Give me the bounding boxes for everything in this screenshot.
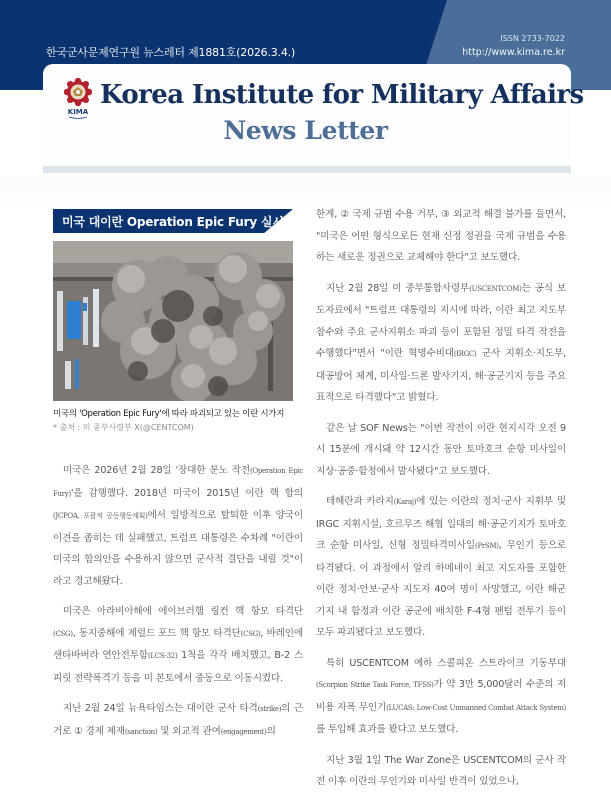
article-paragraph xyxy=(316,491,566,644)
paragraph-text: 는 공식 보도자료에서 "트럼프 대통령의 지시에 따라, 이란 최고 지도부 참수와 주요 군사지휘소 파괴 등이 포함된 정밀 타격 작전을 수행했다"면서 "이란 혁명수비대 xyxy=(316,282,566,359)
paragraph-annotation: (Operation Epic Fury) xyxy=(53,467,303,498)
kima-logo-icon xyxy=(64,78,92,120)
paragraph-text: 지난 2월 28일 미 중부통합사령부 xyxy=(326,282,470,294)
article-paragraph xyxy=(316,750,566,793)
paragraph-annotation: (PrSM) xyxy=(475,542,499,550)
paragraph-annotation: (IRGC) xyxy=(453,350,477,358)
paragraph-text: 의 근거로 ① 경제 제재 xyxy=(53,703,303,737)
paragraph-annotation: (sanction) xyxy=(124,727,158,736)
site-url-link[interactable]: http://www.kima.re.kr xyxy=(462,47,565,58)
paragraph-annotation: (Scorpion Strike Task Force, TFSS) xyxy=(316,681,434,689)
article-paragraph xyxy=(316,418,566,483)
masthead-title: Korea Institute for Military Affairs xyxy=(100,80,584,110)
paragraph-text: 가 약 3만 5,000달러 수준의 저비용 자폭 무인기 xyxy=(316,679,566,713)
paragraph-text: , 무인기 등으로 타격됐다. 이 과정에서 알리 하메네이 최고 지도자를 포함한 이란 정치·안보·군사 지도자 40여 명이 사망했고, 이란 해군기지 내 함정과 이란 공군에 배치한 F-4형 팬텀 전투기 등이 모두 파괴됐다고 보도했다. xyxy=(316,540,567,638)
paragraph-text: 미국은 아라비아해에 에이브러햄 링컨 핵 항모 타격단 xyxy=(63,606,303,617)
paragraph-annotation: (LUCAS: Low-Cost Unmanned Combat Attack System) xyxy=(386,703,566,712)
issn: ISSN 2733-7022 xyxy=(500,34,565,43)
paragraph-text: 의 xyxy=(266,725,276,737)
article-right-column xyxy=(316,204,566,800)
paragraph-annotation: (strike) xyxy=(257,705,282,713)
article-paragraph xyxy=(53,460,303,592)
paragraph-annotation: (engagement) xyxy=(220,727,267,736)
paragraph-text: 에 있는 이란의 정치·군사 지휘부 및 IRGC 지휘시설, 호르무즈 해협 일대의 해·공군기지가 토마호크 순항 미사일, 신형 정밀타격미사일 xyxy=(316,496,566,551)
paragraph-annotation: (JCPOA, 포괄적 공동행동계획) xyxy=(53,512,148,520)
article-paragraph xyxy=(53,698,303,743)
paragraph-annotation: (CSG) xyxy=(53,629,73,638)
paragraph-text: 한계, ② 국제 규범 수용 거부, ③ 외교적 해결 불가를 들면서, "미국은 어떤 형식으로든 현재 신정 정권을 국제 규범을 수용하는 새로운 정권으로 교체해야 한다"고 보도했다. xyxy=(316,209,566,263)
paragraph-text: 지난 2월 24일 뉴욕타임스는 대이란 군사 타격 xyxy=(63,703,258,714)
paragraph-text: 에서 일방적으로 탈퇴한 이후 양국이 이견을 좁히는 데 실패했고, 트럼프 대통령은 수차례 "이란이 미국의 합의안을 수용하지 않으면 군사적 결단을 내릴 것"이라고 경고해왔다. xyxy=(53,510,303,587)
article-left-column xyxy=(53,460,303,752)
section-title: 미국 대이란 Operation Epic Fury 실시 xyxy=(62,215,284,229)
paragraph-text: 미국은 2026년 2월 28일 '장대한 분노 작전 xyxy=(63,465,250,476)
svg-text:KIMA: KIMA xyxy=(67,108,89,116)
paragraph-text: 군사 지휘소·지도부, 대공방어 체계, 미사일·드론 발사기지, 해·공군기지 등을 주요 표적으로 타격했다"고 밝혔다. xyxy=(316,348,566,403)
article-paragraph xyxy=(316,278,566,409)
paragraph-text: 를 투입해 효과를 봤다고 보도했다. xyxy=(316,724,459,735)
paragraph-text: 테헤란과 카라지 xyxy=(326,496,394,507)
paragraph-text: , 바레인에 샌타바버라 연안전투함 xyxy=(53,627,303,661)
paragraph-text: 지난 3월 1일 The War Zone은 USCENTCOM의 군사 작전 이후 이란의 무인기와 미사일 반격이 있었으나, xyxy=(316,754,566,787)
paragraph-annotation: (USCENTCOM) xyxy=(469,284,522,293)
paragraph-annotation: (Karaj) xyxy=(393,498,417,506)
paragraph-text: 1척을 각각 배치했고, B-2 스피릿 전략폭격기 등을 미 본토에서 중동으로 이동시켰다. xyxy=(53,650,303,684)
article-paragraph xyxy=(316,653,566,741)
paragraph-annotation: (CSG) xyxy=(240,629,261,638)
airstrike-smoke-photo-icon xyxy=(53,241,293,401)
photo-source: * 출처 : 미 중부사령부 X(@CENTCOM) xyxy=(53,423,194,432)
masthead-rule xyxy=(43,166,571,173)
photo-caption: 미국의 'Operation Epic Fury'에 따라 파괴되고 있는 이란 시가지 xyxy=(53,409,285,419)
article-paragraph xyxy=(316,204,566,269)
paragraph-text: 및 외교적 관여 xyxy=(157,725,221,737)
paragraph-text: 같은 날 SOF News는 "이번 작전이 이란 현지시각 오전 9시 15분에 개시돼 약 12시간 동안 토마호크 순항 미사일이 지상·공중·함정에서 발사됐다"고 보도했다. xyxy=(316,422,566,477)
paragraph-text: '을 감행했다. 2018년 미국이 2015년 이란 핵 합의 xyxy=(70,487,303,499)
article-paragraph xyxy=(53,601,303,689)
paragraph-text: , 동지중해에 제럴드 포드 핵 항모 타격단 xyxy=(72,627,241,639)
paragraph-annotation: (LCS-32) xyxy=(147,652,178,660)
masthead-subtitle: News Letter xyxy=(223,116,388,145)
paragraph-text: 특히 USCENTCOM 예하 스콜피온 스트라이크 기동부대 xyxy=(326,657,566,669)
issue-line: 한국군사문제연구원 뉴스레터 제1881호(2026.3.4.) xyxy=(46,46,296,59)
